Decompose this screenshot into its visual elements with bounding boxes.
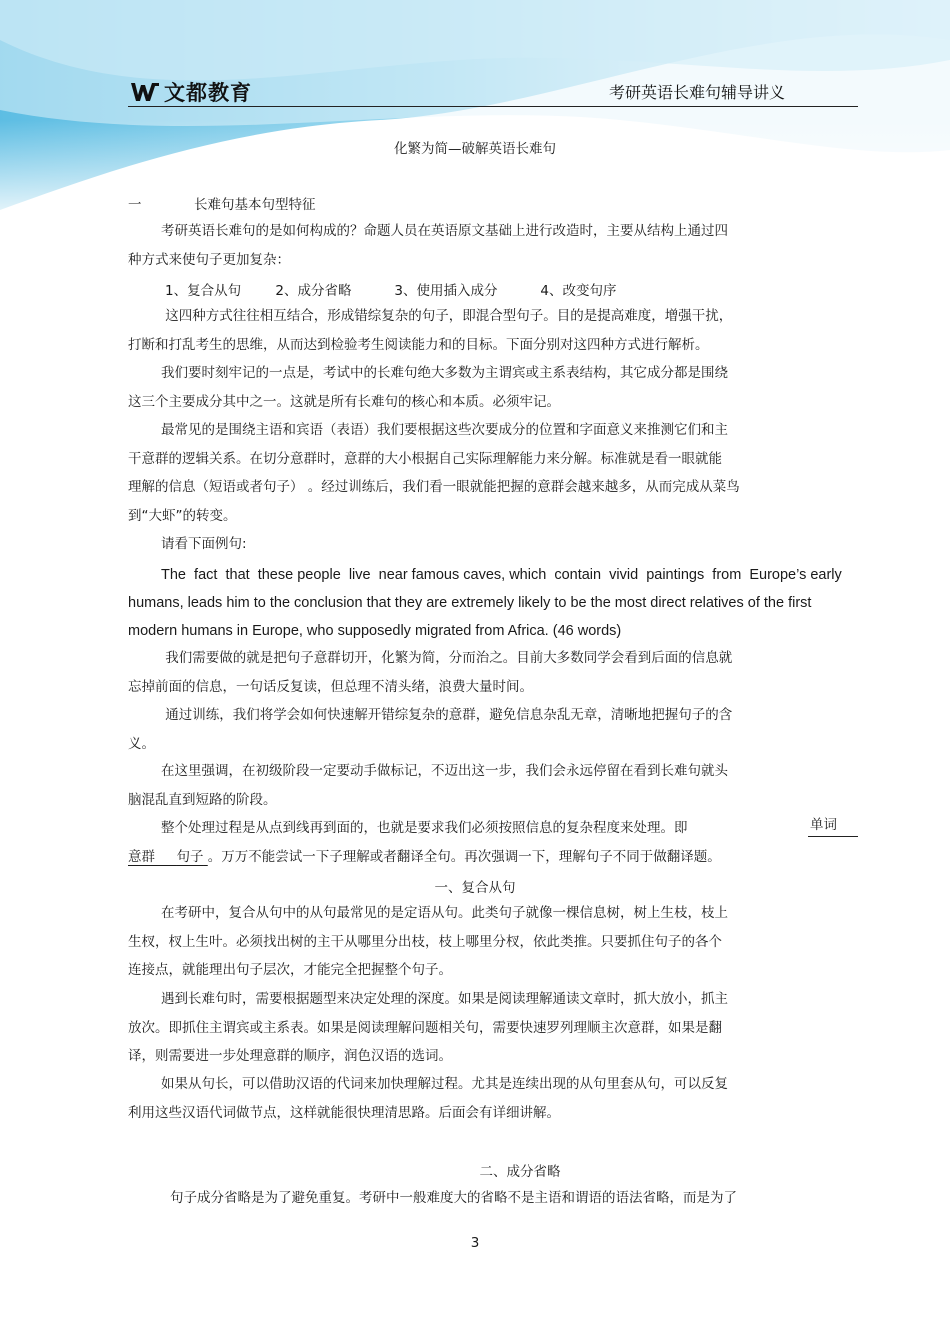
text-line: 句子成分省略是为了避免重复。考研中一般难度大的省略不是主语和谓语的语法省略，而是为了: [170, 1190, 737, 1206]
text-line: 如果从句长，可以借助汉语的代词来加快理解过程。尤其是连续出现的从句里套从句，可以反复: [161, 1076, 728, 1092]
paragraph-process: [128, 814, 858, 871]
text-line: The fact that these people live near famous caves, which contain vivid paintings from Europe’s early: [161, 567, 842, 583]
paragraph-ellipsis: [128, 1184, 858, 1213]
paragraph-example-intro: [128, 530, 858, 559]
text-line: 整个处理过程是从点到线再到面的，也就是要求我们必须按照信息的复杂程度来处理。即: [161, 820, 688, 836]
paragraph-divide-conquer: [128, 644, 858, 701]
text-line: 忘掉前面的信息，一句话反复读，但总理不清头绪，浪费大量时间。: [128, 678, 533, 695]
text-line: 最常见的是围绕主语和宾语（表语）我们要根据这些次要成分的位置和字面意义来推测它们和主: [161, 422, 728, 438]
document-title: 化繁为简—破解英语长难句: [394, 141, 556, 157]
page-number: 3: [470, 1235, 480, 1251]
section-1-number: 一: [128, 197, 142, 213]
section-1-title: 长难句基本句型特征: [194, 197, 316, 213]
paragraph-training: [128, 701, 858, 758]
logo-text: 文都教育: [164, 81, 252, 105]
text-line: 理解的信息（短语或者句子） 。经过训练后，我们看一眼就能把握的意群会越来越多，从而完成从菜鸟: [128, 479, 740, 495]
underlined-word: 单词: [808, 814, 858, 837]
section-3-heading: 二、成分省略: [479, 1164, 561, 1180]
text-line: 在考研中，复合从句中的从句最常见的是定语从句。此类句子就像一棵信息树，树上生枝，枝上: [161, 905, 728, 921]
text-line: 遇到长难句时，需要根据题型来决定处理的深度。如果是阅读理解通读文章时，抓大放小，抓主: [161, 991, 728, 1007]
text-line: 译，则需要进一步处理意群的顺序，润色汉语的选词。: [128, 1048, 452, 1064]
paragraph-mixed-sentences: [128, 302, 858, 359]
text-line: 这四种方式往往相互结合，形成错综复杂的句子，即混合型句子。目的是提高难度，增强干扰，: [161, 308, 733, 324]
text-line: 种方式来使句子更加复杂：: [128, 251, 290, 268]
paragraph-pronouns: [128, 1070, 858, 1127]
underlined-group: 意群: [128, 848, 155, 865]
text-line: 这三个主要成分其中之一。这就是所有长难句的核心和本质。必须牢记。: [128, 393, 560, 410]
text-line: 义。: [128, 735, 155, 752]
text-line: 请看下面例句:: [161, 536, 247, 552]
paragraph-marking: [128, 757, 858, 814]
text-line: 生杈，杈上生叶。必须找出树的主干从哪里分出枝，枝上哪里分杈，依此类推。只要抓住句子的各个: [128, 933, 722, 950]
paragraph-intro: [128, 217, 858, 274]
text-line: 我们要时刻牢记的一点是，考试中的长难句绝大多数为主谓宾或主系表结构，其它成分都是围绕: [161, 365, 728, 381]
text-line: 通过训练，我们将学会如何快速解开错综复杂的意群，避免信息杂乱无章，清晰地把握句子的含: [161, 707, 733, 723]
header-divider: [128, 106, 858, 107]
paragraph-core-structure: [128, 359, 858, 416]
text-line: 干意群的逻辑关系。在切分意群时，意群的大小根据自己实际理解能力来分解。标准就是看一眼就能: [128, 450, 722, 467]
brand-logo: [130, 79, 252, 105]
text-line: 。万万不能尝试一下子理解或者翻译全句。再次强调一下，理解句子不同于做翻译题。: [207, 848, 721, 865]
wendu-logo-icon: [130, 80, 160, 104]
english-example-sentence: [128, 561, 858, 645]
header-title: 考研英语长难句辅导讲义: [608, 83, 785, 102]
paragraph-attributive-clause: [128, 899, 858, 985]
text-line: modern humans in Europe, who supposedly migrated from Africa. (46 words): [128, 623, 622, 639]
underlined-sentence: 句子: [176, 848, 204, 865]
text-line: 我们需要做的就是把句子意群切开，化繁为简，分而治之。目前大多数同学会看到后面的信息就: [161, 650, 733, 666]
text-line: 考研英语长难句的是如何构成的？命题人员在英语原文基础上进行改造时，主要从结构上通过四: [161, 223, 728, 239]
text-line: 连接点，就能理出句子层次，才能完全把握整个句子。: [128, 962, 452, 978]
text-line: 利用这些汉语代词做节点，这样就能很快理清思路。后面会有详细讲解。: [128, 1104, 560, 1121]
paragraph-processing-depth: [128, 985, 858, 1071]
text-line: 脑混乱直到短路的阶段。: [128, 791, 277, 808]
section-2-heading: 一、复合从句: [434, 880, 516, 896]
text-line: 放次。即抓住主谓宾或主系表。如果是阅读理解问题相关句，需要快速罗列理顺主次意群，如果是翻: [128, 1019, 722, 1036]
text-line: 在这里强调，在初级阶段一定要动手做标记，不迈出这一步，我们会永远停留在看到长难句就头: [161, 763, 728, 779]
paragraph-sense-groups: [128, 416, 858, 530]
text-line: 打断和打乱考生的思维，从而达到检验考生阅读能力和的目标。下面分别对这四种方式进行解析。: [128, 336, 709, 353]
methods-list: 1、复合从句 2、成分省略 3、使用插入成分 4、改变句序: [165, 283, 617, 299]
text-line: humans, leads him to the conclusion that they are extremely likely to be the most direct relatives of the first: [128, 595, 812, 611]
section-1-heading: [128, 193, 316, 213]
text-line: 到“大虾”的转变。: [128, 507, 237, 524]
